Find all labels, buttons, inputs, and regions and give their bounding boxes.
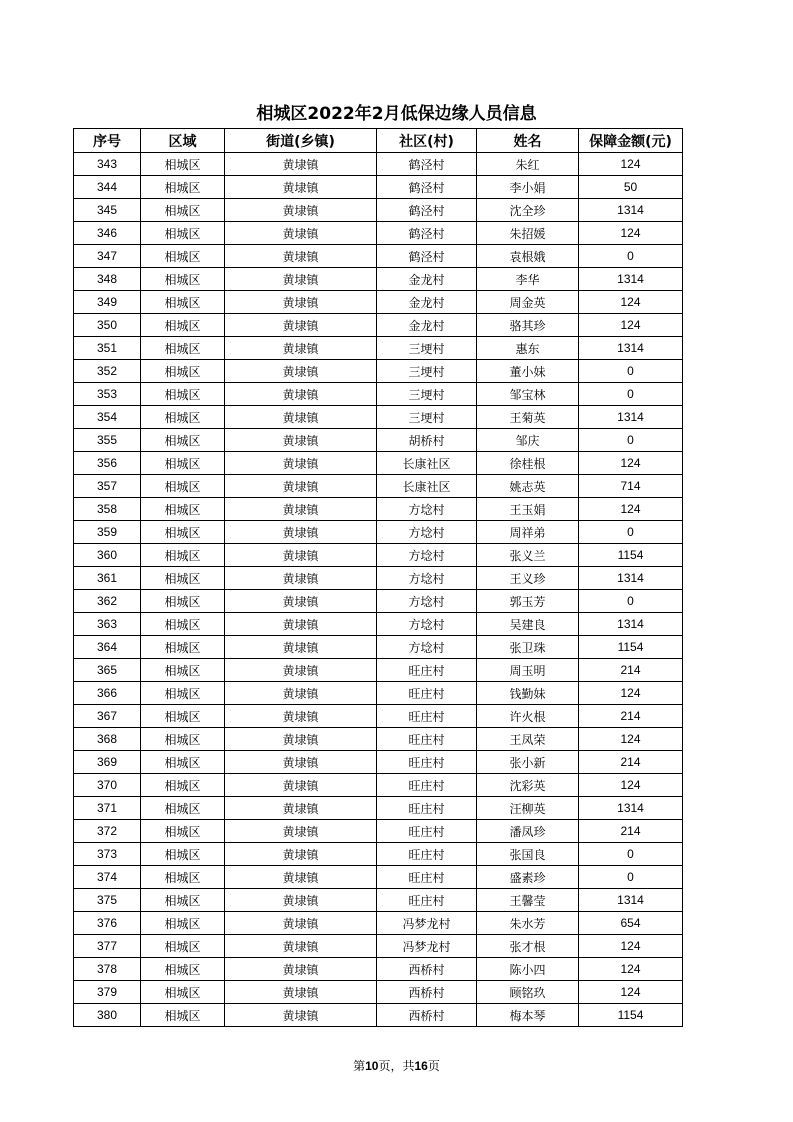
cell-community-village: 方埝村 <box>377 498 477 521</box>
cell-community-village: 金龙村 <box>377 291 477 314</box>
cell-street-town: 黄埭镇 <box>225 544 377 567</box>
cell-community-village: 鹤泾村 <box>377 153 477 176</box>
footer-prefix: 第 <box>353 1059 366 1073</box>
cell-amount: 1154 <box>579 636 683 659</box>
cell-name: 袁根娥 <box>477 245 579 268</box>
cell-amount: 124 <box>579 682 683 705</box>
cell-amount: 1314 <box>579 406 683 429</box>
cell-amount: 1314 <box>579 337 683 360</box>
cell-district: 相城区 <box>141 544 225 567</box>
cell-street-town: 黄埭镇 <box>225 176 377 199</box>
cell-name: 朱招媛 <box>477 222 579 245</box>
header-street-town: 街道(乡镇) <box>225 129 377 153</box>
cell-street-town: 黄埭镇 <box>225 981 377 1004</box>
table-row <box>74 245 683 268</box>
cell-community-village: 旺庄村 <box>377 866 477 889</box>
cell-name: 朱红 <box>477 153 579 176</box>
cell-street-town: 黄埭镇 <box>225 843 377 866</box>
table-row <box>74 659 683 682</box>
table-row <box>74 429 683 452</box>
cell-index: 356 <box>74 452 141 475</box>
cell-community-village: 方埝村 <box>377 521 477 544</box>
cell-community-village: 西桥村 <box>377 1004 477 1027</box>
cell-street-town: 黄埭镇 <box>225 866 377 889</box>
table-row <box>74 337 683 360</box>
cell-street-town: 黄埭镇 <box>225 429 377 452</box>
cell-index: 347 <box>74 245 141 268</box>
cell-district: 相城区 <box>141 613 225 636</box>
footer-page-number: 10 <box>365 1059 379 1073</box>
cell-index: 351 <box>74 337 141 360</box>
cell-street-town: 黄埭镇 <box>225 291 377 314</box>
cell-community-village: 长康社区 <box>377 475 477 498</box>
header-index: 序号 <box>74 129 141 153</box>
cell-district: 相城区 <box>141 797 225 820</box>
cell-community-village: 旺庄村 <box>377 843 477 866</box>
table-row <box>74 613 683 636</box>
cell-district: 相城区 <box>141 912 225 935</box>
table-row <box>74 291 683 314</box>
cell-community-village: 金龙村 <box>377 314 477 337</box>
cell-index: 365 <box>74 659 141 682</box>
table-row <box>74 636 683 659</box>
table-header <box>74 129 683 153</box>
table-row <box>74 912 683 935</box>
cell-street-town: 黄埭镇 <box>225 935 377 958</box>
cell-name: 张国良 <box>477 843 579 866</box>
table-row <box>74 406 683 429</box>
cell-name: 沈彩英 <box>477 774 579 797</box>
cell-community-village: 旺庄村 <box>377 728 477 751</box>
cell-community-village: 三埂村 <box>377 360 477 383</box>
cell-street-town: 黄埭镇 <box>225 245 377 268</box>
cell-street-town: 黄埭镇 <box>225 1004 377 1027</box>
table-row <box>74 590 683 613</box>
cell-index: 379 <box>74 981 141 1004</box>
cell-district: 相城区 <box>141 889 225 912</box>
cell-index: 354 <box>74 406 141 429</box>
cell-index: 355 <box>74 429 141 452</box>
cell-community-village: 鹤泾村 <box>377 199 477 222</box>
cell-street-town: 黄埭镇 <box>225 452 377 475</box>
cell-district: 相城区 <box>141 567 225 590</box>
cell-amount: 0 <box>579 521 683 544</box>
cell-community-village: 方埝村 <box>377 590 477 613</box>
cell-index: 343 <box>74 153 141 176</box>
cell-district: 相城区 <box>141 360 225 383</box>
cell-community-village: 冯梦龙村 <box>377 912 477 935</box>
cell-district: 相城区 <box>141 728 225 751</box>
cell-name: 董小妹 <box>477 360 579 383</box>
cell-street-town: 黄埭镇 <box>225 636 377 659</box>
cell-community-village: 三埂村 <box>377 383 477 406</box>
cell-name: 许火根 <box>477 705 579 728</box>
cell-index: 359 <box>74 521 141 544</box>
cell-name: 沈全珍 <box>477 199 579 222</box>
cell-amount: 1154 <box>579 544 683 567</box>
cell-amount: 124 <box>579 314 683 337</box>
cell-name: 周金英 <box>477 291 579 314</box>
cell-amount: 214 <box>579 659 683 682</box>
cell-index: 371 <box>74 797 141 820</box>
cell-index: 353 <box>74 383 141 406</box>
cell-name: 骆其珍 <box>477 314 579 337</box>
cell-amount: 124 <box>579 935 683 958</box>
cell-street-town: 黄埭镇 <box>225 153 377 176</box>
cell-name: 张小新 <box>477 751 579 774</box>
cell-amount: 714 <box>579 475 683 498</box>
table-row <box>74 268 683 291</box>
cell-name: 陈小四 <box>477 958 579 981</box>
cell-amount: 1314 <box>579 567 683 590</box>
cell-name: 邹庆 <box>477 429 579 452</box>
cell-amount: 0 <box>579 245 683 268</box>
cell-district: 相城区 <box>141 498 225 521</box>
cell-district: 相城区 <box>141 337 225 360</box>
cell-amount: 1314 <box>579 797 683 820</box>
table-row <box>74 797 683 820</box>
cell-community-village: 方埝村 <box>377 567 477 590</box>
cell-name: 徐桂根 <box>477 452 579 475</box>
cell-index: 380 <box>74 1004 141 1027</box>
cell-amount: 214 <box>579 820 683 843</box>
cell-index: 376 <box>74 912 141 935</box>
cell-street-town: 黄埭镇 <box>225 314 377 337</box>
cell-name: 郭玉芳 <box>477 590 579 613</box>
cell-community-village: 方埝村 <box>377 636 477 659</box>
header-district: 区域 <box>141 129 225 153</box>
cell-index: 349 <box>74 291 141 314</box>
cell-street-town: 黄埭镇 <box>225 912 377 935</box>
footer-middle: 页，共 <box>378 1059 415 1073</box>
cell-name: 张卫珠 <box>477 636 579 659</box>
cell-community-village: 长康社区 <box>377 452 477 475</box>
table-row <box>74 935 683 958</box>
cell-district: 相城区 <box>141 774 225 797</box>
cell-name: 张义兰 <box>477 544 579 567</box>
cell-community-village: 鹤泾村 <box>377 222 477 245</box>
cell-community-village: 冯梦龙村 <box>377 935 477 958</box>
cell-community-village: 金龙村 <box>377 268 477 291</box>
table-row <box>74 728 683 751</box>
cell-district: 相城区 <box>141 153 225 176</box>
cell-district: 相城区 <box>141 820 225 843</box>
footer-total-pages: 16 <box>414 1059 428 1073</box>
table-row <box>74 199 683 222</box>
cell-amount: 1314 <box>579 268 683 291</box>
cell-index: 370 <box>74 774 141 797</box>
cell-community-village: 胡桥村 <box>377 429 477 452</box>
cell-amount: 0 <box>579 429 683 452</box>
cell-street-town: 黄埭镇 <box>225 774 377 797</box>
cell-index: 378 <box>74 958 141 981</box>
cell-street-town: 黄埭镇 <box>225 567 377 590</box>
cell-amount: 1154 <box>579 1004 683 1027</box>
header-amount: 保障金额(元) <box>579 129 683 153</box>
cell-district: 相城区 <box>141 590 225 613</box>
table-body <box>74 153 683 1027</box>
table-row <box>74 981 683 1004</box>
header-community-village: 社区(村) <box>377 129 477 153</box>
document-title: 相城区2022年2月低保边缘人员信息 <box>256 104 537 124</box>
cell-street-town: 黄埭镇 <box>225 360 377 383</box>
cell-community-village: 方埝村 <box>377 544 477 567</box>
table-row <box>74 498 683 521</box>
cell-index: 350 <box>74 314 141 337</box>
cell-amount: 124 <box>579 153 683 176</box>
table-row <box>74 475 683 498</box>
cell-index: 367 <box>74 705 141 728</box>
cell-community-village: 三埂村 <box>377 337 477 360</box>
cell-name: 王义珍 <box>477 567 579 590</box>
cell-district: 相城区 <box>141 245 225 268</box>
cell-name: 王菊英 <box>477 406 579 429</box>
cell-amount: 124 <box>579 291 683 314</box>
cell-street-town: 黄埭镇 <box>225 889 377 912</box>
table-row <box>74 1004 683 1027</box>
cell-amount: 1314 <box>579 889 683 912</box>
cell-community-village: 旺庄村 <box>377 797 477 820</box>
cell-name: 张才根 <box>477 935 579 958</box>
cell-community-village: 旺庄村 <box>377 889 477 912</box>
cell-community-village: 旺庄村 <box>377 682 477 705</box>
cell-index: 352 <box>74 360 141 383</box>
cell-street-town: 黄埭镇 <box>225 383 377 406</box>
footer-suffix: 页 <box>427 1059 440 1073</box>
cell-community-village: 三埂村 <box>377 406 477 429</box>
cell-community-village: 鹤泾村 <box>377 176 477 199</box>
header-row <box>74 129 683 153</box>
cell-street-town: 黄埭镇 <box>225 406 377 429</box>
cell-street-town: 黄埭镇 <box>225 337 377 360</box>
cell-district: 相城区 <box>141 199 225 222</box>
table-row <box>74 843 683 866</box>
cell-street-town: 黄埭镇 <box>225 728 377 751</box>
cell-community-village: 方埝村 <box>377 613 477 636</box>
header-name: 姓名 <box>477 129 579 153</box>
cell-amount: 124 <box>579 774 683 797</box>
cell-index: 346 <box>74 222 141 245</box>
cell-index: 345 <box>74 199 141 222</box>
cell-name: 梅本琴 <box>477 1004 579 1027</box>
cell-index: 348 <box>74 268 141 291</box>
cell-amount: 0 <box>579 383 683 406</box>
cell-community-village: 旺庄村 <box>377 774 477 797</box>
cell-index: 374 <box>74 866 141 889</box>
cell-street-town: 黄埭镇 <box>225 268 377 291</box>
table-row <box>74 222 683 245</box>
table-row <box>74 751 683 774</box>
cell-street-town: 黄埭镇 <box>225 705 377 728</box>
cell-community-village: 西桥村 <box>377 958 477 981</box>
cell-street-town: 黄埭镇 <box>225 590 377 613</box>
cell-amount: 214 <box>579 751 683 774</box>
cell-index: 372 <box>74 820 141 843</box>
cell-street-town: 黄埭镇 <box>225 199 377 222</box>
cell-street-town: 黄埭镇 <box>225 682 377 705</box>
cell-amount: 124 <box>579 452 683 475</box>
cell-name: 王玉娟 <box>477 498 579 521</box>
table-row <box>74 682 683 705</box>
cell-name: 惠东 <box>477 337 579 360</box>
cell-district: 相城区 <box>141 406 225 429</box>
cell-amount: 0 <box>579 360 683 383</box>
cell-district: 相城区 <box>141 429 225 452</box>
cell-index: 358 <box>74 498 141 521</box>
table-row <box>74 521 683 544</box>
cell-street-town: 黄埭镇 <box>225 958 377 981</box>
cell-district: 相城区 <box>141 705 225 728</box>
cell-street-town: 黄埭镇 <box>225 613 377 636</box>
cell-amount: 0 <box>579 590 683 613</box>
cell-name: 邹宝林 <box>477 383 579 406</box>
table-row <box>74 153 683 176</box>
cell-amount: 50 <box>579 176 683 199</box>
cell-index: 368 <box>74 728 141 751</box>
cell-name: 姚志英 <box>477 475 579 498</box>
cell-index: 364 <box>74 636 141 659</box>
page-footer <box>0 1058 793 1074</box>
cell-name: 吴建良 <box>477 613 579 636</box>
cell-community-village: 西桥村 <box>377 981 477 1004</box>
cell-community-village: 旺庄村 <box>377 659 477 682</box>
table-row <box>74 705 683 728</box>
cell-street-town: 黄埭镇 <box>225 498 377 521</box>
cell-index: 361 <box>74 567 141 590</box>
cell-index: 373 <box>74 843 141 866</box>
table-row <box>74 314 683 337</box>
cell-name: 王馨莹 <box>477 889 579 912</box>
cell-street-town: 黄埭镇 <box>225 521 377 544</box>
table-row <box>74 567 683 590</box>
cell-community-village: 旺庄村 <box>377 751 477 774</box>
cell-index: 360 <box>74 544 141 567</box>
cell-name: 钱勤妹 <box>477 682 579 705</box>
cell-street-town: 黄埭镇 <box>225 222 377 245</box>
cell-district: 相城区 <box>141 521 225 544</box>
cell-amount: 124 <box>579 958 683 981</box>
cell-district: 相城区 <box>141 682 225 705</box>
cell-district: 相城区 <box>141 935 225 958</box>
cell-amount: 0 <box>579 866 683 889</box>
cell-index: 363 <box>74 613 141 636</box>
cell-name: 王凤荣 <box>477 728 579 751</box>
table-row <box>74 383 683 406</box>
table-row <box>74 866 683 889</box>
table-row <box>74 958 683 981</box>
cell-district: 相城区 <box>141 751 225 774</box>
cell-community-village: 旺庄村 <box>377 820 477 843</box>
cell-street-town: 黄埭镇 <box>225 797 377 820</box>
cell-name: 周玉明 <box>477 659 579 682</box>
cell-amount: 124 <box>579 222 683 245</box>
cell-district: 相城区 <box>141 843 225 866</box>
table-row <box>74 774 683 797</box>
cell-index: 357 <box>74 475 141 498</box>
cell-name: 潘凤珍 <box>477 820 579 843</box>
cell-name: 汪柳英 <box>477 797 579 820</box>
table-row <box>74 360 683 383</box>
cell-district: 相城区 <box>141 383 225 406</box>
cell-district: 相城区 <box>141 659 225 682</box>
cell-amount: 124 <box>579 981 683 1004</box>
cell-district: 相城区 <box>141 176 225 199</box>
cell-district: 相城区 <box>141 981 225 1004</box>
cell-community-village: 鹤泾村 <box>377 245 477 268</box>
cell-community-village: 旺庄村 <box>377 705 477 728</box>
cell-index: 369 <box>74 751 141 774</box>
cell-amount: 1314 <box>579 199 683 222</box>
cell-index: 362 <box>74 590 141 613</box>
cell-index: 366 <box>74 682 141 705</box>
cell-district: 相城区 <box>141 452 225 475</box>
table-row <box>74 176 683 199</box>
cell-amount: 214 <box>579 705 683 728</box>
cell-district: 相城区 <box>141 866 225 889</box>
cell-district: 相城区 <box>141 268 225 291</box>
cell-amount: 124 <box>579 728 683 751</box>
cell-district: 相城区 <box>141 222 225 245</box>
cell-district: 相城区 <box>141 475 225 498</box>
cell-index: 375 <box>74 889 141 912</box>
cell-amount: 1314 <box>579 613 683 636</box>
cell-district: 相城区 <box>141 958 225 981</box>
cell-name: 盛素珍 <box>477 866 579 889</box>
recipient-table <box>73 128 683 1027</box>
cell-district: 相城区 <box>141 636 225 659</box>
table-row <box>74 452 683 475</box>
cell-amount: 124 <box>579 498 683 521</box>
table-row <box>74 889 683 912</box>
cell-street-town: 黄埭镇 <box>225 820 377 843</box>
cell-amount: 654 <box>579 912 683 935</box>
cell-index: 344 <box>74 176 141 199</box>
cell-index: 377 <box>74 935 141 958</box>
table-row <box>74 820 683 843</box>
cell-amount: 0 <box>579 843 683 866</box>
cell-name: 李华 <box>477 268 579 291</box>
cell-name: 顾铭玖 <box>477 981 579 1004</box>
cell-district: 相城区 <box>141 314 225 337</box>
cell-name: 李小娟 <box>477 176 579 199</box>
cell-street-town: 黄埭镇 <box>225 475 377 498</box>
cell-district: 相城区 <box>141 1004 225 1027</box>
cell-name: 朱水芳 <box>477 912 579 935</box>
table-row <box>74 544 683 567</box>
cell-street-town: 黄埭镇 <box>225 751 377 774</box>
cell-street-town: 黄埭镇 <box>225 659 377 682</box>
cell-name: 周祥弟 <box>477 521 579 544</box>
cell-district: 相城区 <box>141 291 225 314</box>
